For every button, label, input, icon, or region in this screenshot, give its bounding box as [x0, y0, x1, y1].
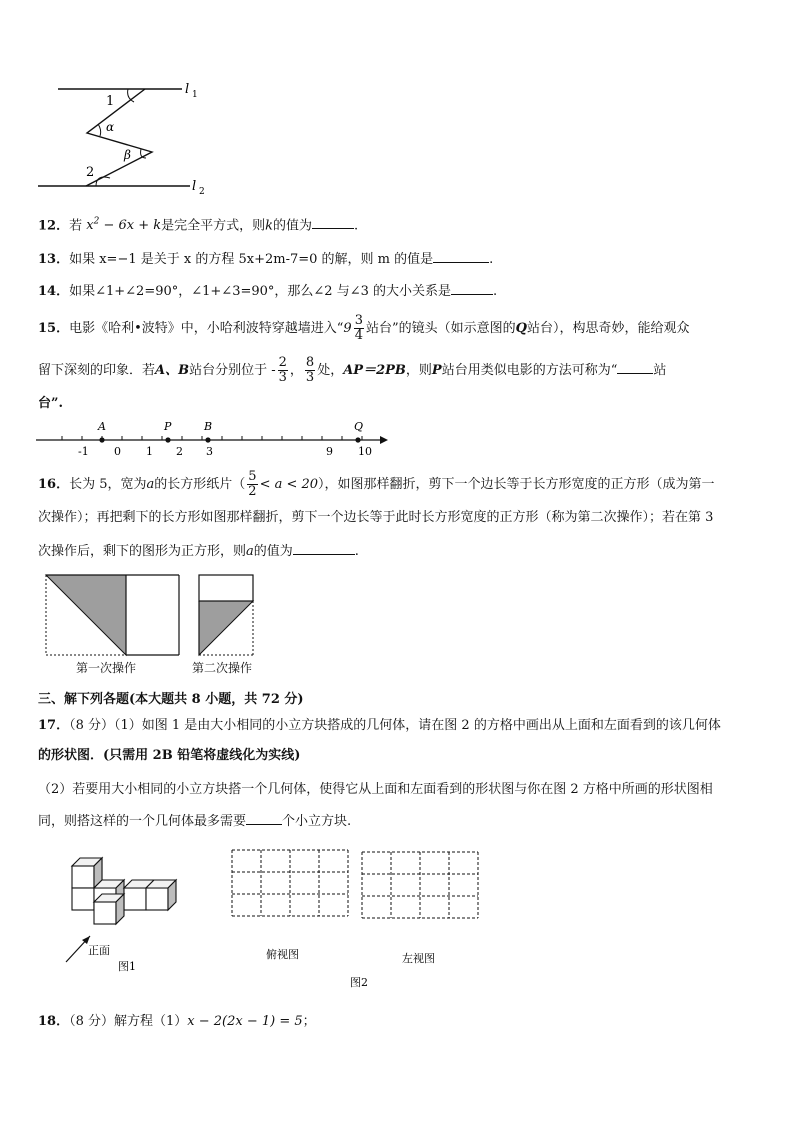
answer-blank[interactable]	[293, 540, 355, 555]
label-l2: l	[192, 179, 197, 194]
figure-2-label: 图2	[350, 976, 368, 989]
tick-label: 10	[358, 445, 372, 458]
question-15-line-2: 留下深刻的印象．若A、B站台分别位于 - $\frac{2}{3}$ ， $\frac{8}{3}$ 处，AP＝2PB，则P站台用类似电影的方法可称为“ 站	[38, 355, 667, 385]
question-15: 15．电影《哈利•波特》中，小哈利波特穿越墙进入“9 $\frac{3}{4}$ 站台”的镜头（如示意图的Q站台），构思奇妙，能给观众	[38, 313, 690, 343]
point-label-Q: Q	[354, 420, 364, 433]
svg-text:2: 2	[199, 187, 205, 197]
caption-first-operation: 第一次操作	[76, 661, 137, 675]
cube-structure-figure	[60, 852, 200, 982]
angle-2-label: 2	[86, 165, 95, 180]
question-13: 13．如果 x=−1 是关于 x 的方程 5x+2m-7=0 的解，则 m 的值是 .	[38, 248, 756, 270]
figure-1-label: 图1	[118, 960, 136, 973]
expression: $x^2 - 6x + k$	[86, 217, 162, 234]
left-view-label: 左视图	[402, 952, 435, 965]
arrow-head-icon	[380, 436, 388, 444]
question-14: 14．如果∠1+∠2=90°，∠1+∠3=90°，那么∠2 与∠3 的大小关系是 .	[38, 280, 756, 302]
tick-label: 2	[176, 445, 183, 458]
point-label-P: P	[164, 420, 172, 433]
tick-label: -1	[78, 445, 89, 458]
zigzag-path	[86, 89, 152, 186]
answer-blank[interactable]	[617, 359, 653, 374]
point-B	[205, 437, 210, 442]
point-label-A: A	[98, 420, 106, 433]
equation: x − 2(2x − 1) = 5	[187, 1014, 303, 1029]
fraction-5-2: $\frac{5}{2}$	[248, 469, 257, 499]
answer-blank[interactable]	[433, 248, 489, 263]
question-16-line-2: 次操作）；再把剩下的长方形如图那样翻折，剪下一个边长等于此时长方形宽度的正方形（称为第二次操作）；若在第 3	[38, 510, 714, 525]
question-17-line-3: （2）若要用大小相同的小立方块搭一个几何体，使得它从上面和左面看到的形状图与你在图 2 方格中所画的形状图相	[38, 782, 713, 797]
question-18: 18．（8 分）解方程（1）x − 2(2x − 1) = 5；	[38, 1014, 316, 1029]
front-label: 正面	[88, 944, 110, 957]
fraction-a: $\frac{2}{3}$	[278, 355, 287, 385]
number-line	[36, 420, 396, 460]
question-15-line-3: 台”.	[38, 396, 64, 411]
parallel-lines-figure	[30, 78, 210, 198]
first-operation-figure	[46, 575, 180, 657]
top-view-label: 俯视图	[266, 948, 299, 961]
svg-text:1: 1	[192, 90, 198, 100]
question-16-line-3: 次操作后，剩下的图形为正方形，则a的值为 .	[38, 540, 756, 562]
question-17-line-4: 同，则搭这样的一个几何体最多需要 个小立方块.	[38, 810, 756, 832]
point-label-B: B	[204, 420, 213, 433]
point-A	[99, 437, 104, 442]
caption-second-operation: 第二次操作	[192, 661, 253, 675]
question-17: 17．（8 分）（1）如图 1 是由大小相同的小立方块搭成的几何体，请在图 2 的方格中画出从上面和左面看到的该几何体	[38, 718, 721, 733]
section-3-heading: 三、解下列各题(本大题共 8 小题，共 72 分)	[38, 692, 304, 707]
angle-1-label: 1	[106, 94, 115, 109]
second-operation-figure	[199, 575, 255, 657]
answer-blank[interactable]	[451, 280, 493, 295]
mixed-fraction: $\frac{3}{4}$	[354, 313, 363, 343]
point-Q	[355, 437, 360, 442]
fraction-b: $\frac{8}{3}$	[305, 355, 315, 385]
answer-blank[interactable]	[312, 214, 354, 229]
tick-label: 9	[326, 445, 333, 458]
label-l1: l	[185, 82, 190, 97]
question-17-line-2: 的形状图．(只需用 2B 铅笔将虚线化为实线)	[38, 748, 301, 763]
angle-beta-label: β	[124, 148, 131, 162]
question-16: 16．长为 5，宽为a的长方形纸片（ $\frac{5}{2}$ < a < 20），如图那样翻折，剪下一个边长等于长方形宽度的正方形（成为第一	[38, 469, 715, 499]
tick-label: 1	[146, 445, 153, 458]
tick-label: 0	[114, 445, 121, 458]
grid-figure	[230, 846, 482, 990]
tick-label: 3	[206, 445, 213, 458]
angle-alpha-label: α	[106, 120, 115, 134]
answer-blank[interactable]	[246, 810, 282, 825]
question-12: 12．若 $x^2 - 6x + k$是完全平方式，则k的值为 .	[38, 212, 756, 236]
point-P	[165, 437, 170, 442]
